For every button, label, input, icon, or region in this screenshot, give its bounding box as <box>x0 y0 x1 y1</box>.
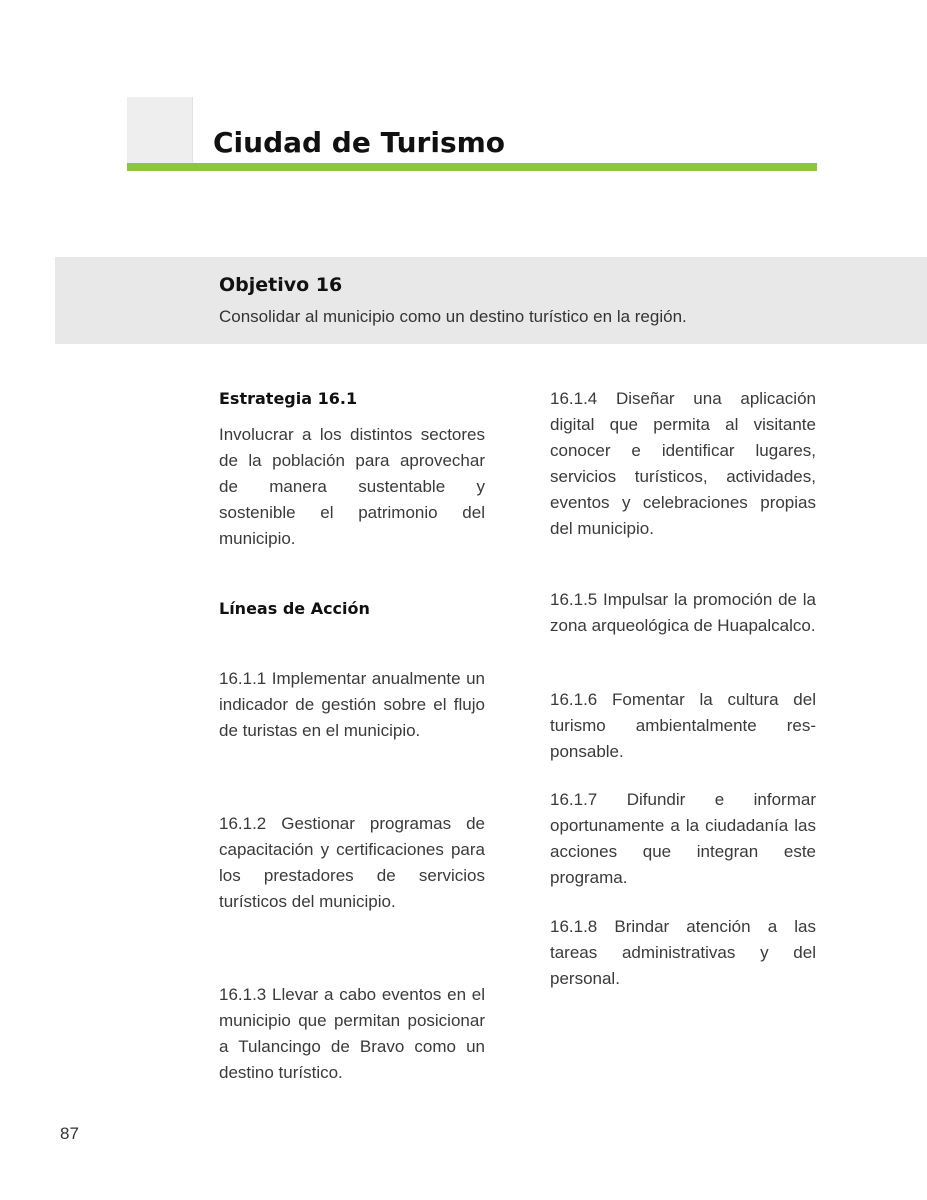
page-number: 87 <box>60 1124 79 1143</box>
action-line: 16.1.6 Fomentar la cultura del turismo ambientalmente responsable. <box>550 690 816 761</box>
title-underline <box>127 163 817 171</box>
action-line: 16.1.3 Llevar a cabo eventos en el municipio que permitan posicionar a Tulancingo de Bravo como un destino turístico. <box>219 985 485 1082</box>
action-line: 16.1.5 Impulsar la promoción de la zona arqueológica de Huapalcalco. <box>550 590 816 635</box>
action-line: 16.1.4 Diseñar una aplicación digital que permita al visitante conocer e identificar lugares, servicios turísticos, actividades, eventos y celebraciones propias del municipio. <box>550 389 816 538</box>
objective-heading: Objetivo 16 <box>219 274 343 296</box>
action-line: 16.1.7 Difundir e informar oportunamente a la ciudadanía las acciones que integran este programa. <box>550 790 816 887</box>
objective-text: Consolidar al municipio como un destino turístico en la región. <box>219 307 687 326</box>
action-lines-heading: Líneas de Acción <box>219 599 370 618</box>
title-accent-edge <box>192 97 193 163</box>
action-line: 16.1.1 Implementar anualmente un indicador de gestión sobre el flujo de turistas en el municipio. <box>219 669 485 740</box>
strategy-heading: Estrategia 16.1 <box>219 389 358 408</box>
page-title: Ciudad de Turismo <box>213 126 506 159</box>
title-accent-box <box>127 97 192 163</box>
objective-band <box>55 257 927 344</box>
strategy-text: Involucrar a los distintos sectores de la población para aprovechar de manera sustentable y sostenible el patrimonio del municipio. <box>219 425 485 548</box>
action-line: 16.1.2 Gestionar programas de capacitación y certificaciones para los prestadores de servicios turísticos del municipio. <box>219 814 485 911</box>
action-line: 16.1.8 Brindar atención a las tareas administrativas y del personal. <box>550 917 816 988</box>
